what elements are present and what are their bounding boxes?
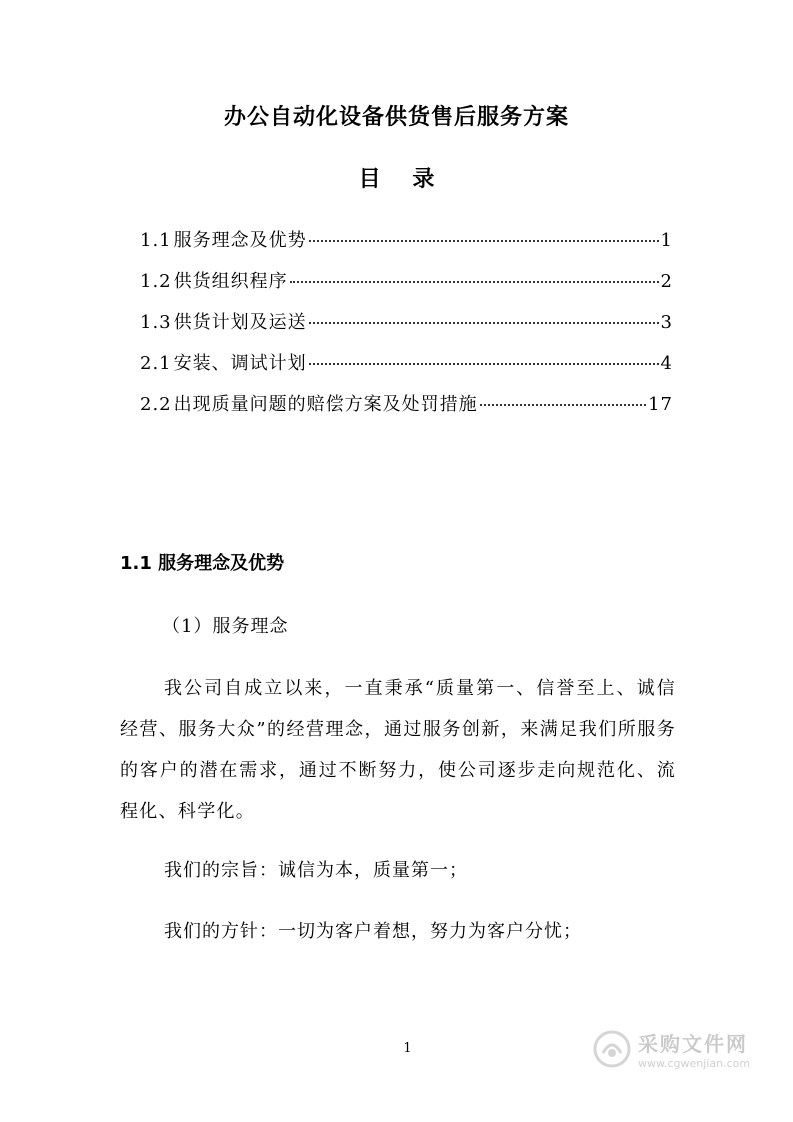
watermark	[592, 1028, 750, 1070]
watermark-name: 采购文件网	[638, 1032, 748, 1056]
toc-entry-number: 1.3	[140, 312, 172, 333]
page-number: 1	[403, 1041, 412, 1056]
toc-entry-page: 17	[648, 394, 673, 415]
toc-entry-page: 4	[660, 353, 673, 374]
toc-entry-number: 2.1	[140, 353, 172, 374]
toc-entry-label: 供货计划及运送	[173, 312, 307, 333]
toc-entry-page: 3	[660, 312, 673, 333]
toc-entry[interactable]	[140, 349, 673, 390]
watermark-logo-icon	[592, 1029, 632, 1069]
toc-leader-dots	[309, 322, 659, 324]
toc-entry-number: 1.2	[140, 271, 172, 292]
section-heading: 1.1 服务理念及优势	[120, 553, 285, 574]
document-title: 办公自动化设备供货售后服务方案	[223, 105, 569, 130]
watermark-url: www.cgwenjian.com	[638, 1057, 751, 1070]
toc-leader-dots	[309, 363, 659, 365]
toc-leader-dots	[480, 404, 646, 406]
toc-entry-label: 供货组织程序	[173, 271, 288, 292]
toc-entry-label: 安装、调试计划	[173, 353, 307, 374]
toc-entry[interactable]	[140, 267, 673, 308]
toc-leader-dots	[309, 240, 659, 242]
toc-entry-number: 1.1	[140, 230, 172, 251]
toc-entry[interactable]	[140, 308, 673, 349]
toc-entry-page: 1	[660, 230, 673, 251]
toc-entry-page: 2	[660, 271, 673, 292]
toc-heading: 目 录	[358, 167, 447, 192]
subsection-heading: （1）服务理念	[162, 616, 289, 637]
toc-entry[interactable]	[140, 390, 673, 431]
toc-entry-number: 2.2	[140, 394, 172, 415]
body-paragraph: 我公司自成立以来，一直秉承“质量第一、信誉至上、诚信经营、服务大众”的经营理念，通过服务创新，来满足我们所服务的客户的潜在需求，通过不断努力，使公司逐步走向规范化、流程化、科学化。	[120, 678, 676, 822]
toc-entry[interactable]	[140, 226, 673, 267]
body-line: 我们的宗旨：诚信为本，质量第一；	[164, 860, 468, 881]
body-line: 我们的方针：一切为客户着想，努力为客户分忧；	[164, 921, 582, 942]
toc-leader-dots	[290, 281, 659, 283]
table-of-contents	[140, 226, 673, 431]
toc-entry-label: 出现质量问题的赔偿方案及处罚措施	[173, 394, 478, 415]
toc-entry-label: 服务理念及优势	[173, 230, 307, 251]
